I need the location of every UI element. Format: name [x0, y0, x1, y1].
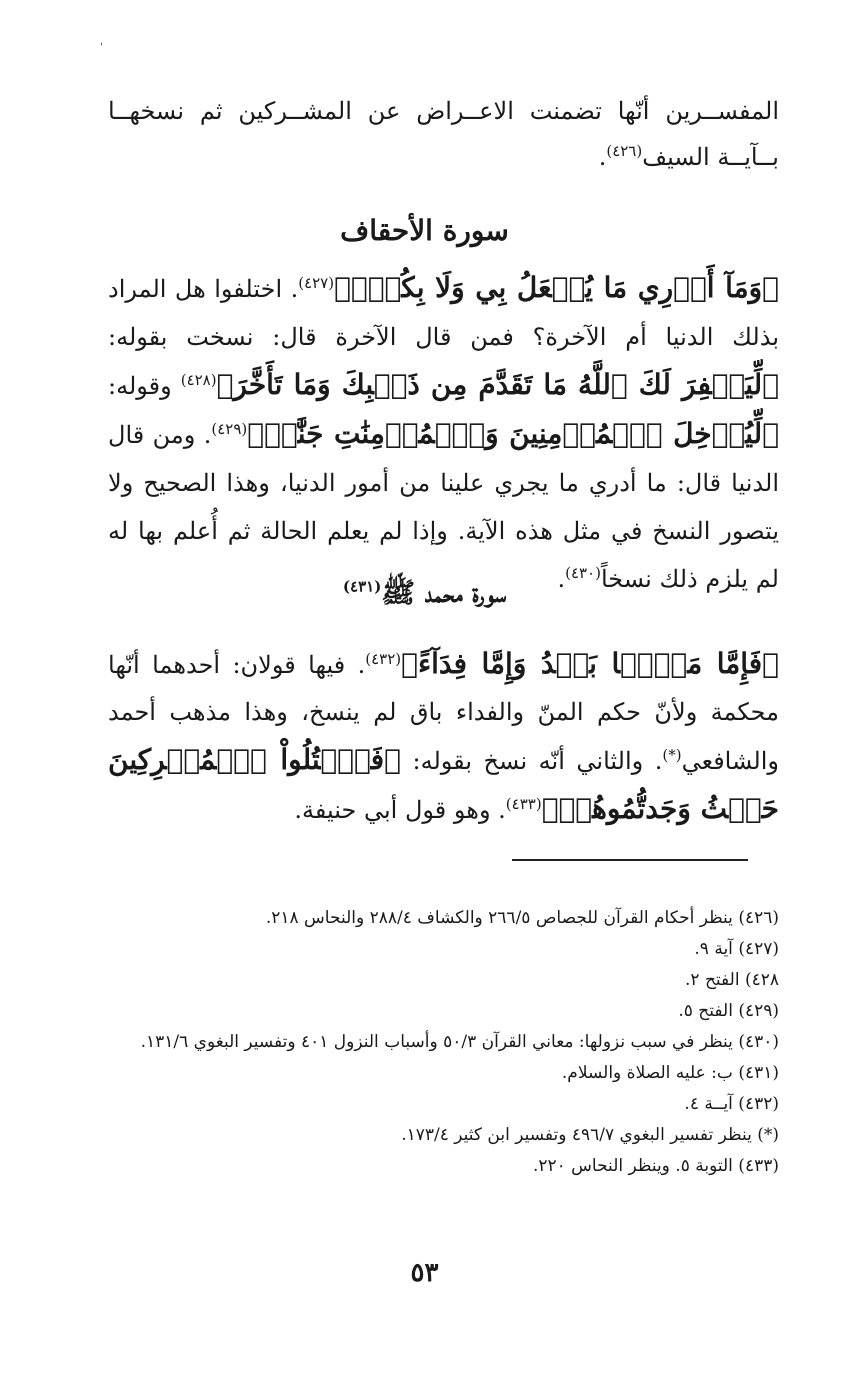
quran-verse: ﴿وَمَآ أَدۡرِي مَا يُفۡعَلُ بِي وَلَا بِكُمۡۖ﴾: [334, 271, 779, 304]
footnote-ref-427: (٤٢٧): [298, 274, 335, 292]
footnote-ref-433: (٤٣٣): [505, 795, 542, 813]
ahqaf-text-2: وقوله:: [108, 372, 181, 400]
intro-paragraph: [108, 88, 779, 180]
page-mark: ': [100, 42, 103, 53]
intro-end: .: [598, 143, 607, 171]
muhammad-paragraph: [108, 640, 779, 834]
quran-verse: ﴿لِّيَغۡفِرَ لَكَ ٱللَّهُ مَا تَقَدَّمَ مِن ذَنۢبِكَ وَمَا تَأَخَّرَ﴾: [216, 368, 779, 401]
footnote-item: (٤٣٢) آيــة ٤.: [684, 1094, 779, 1114]
footnote-item: (٤٢٧) آية ٩.: [694, 939, 779, 959]
ahqaf-paragraph: [108, 264, 779, 603]
footnote-item: (٤٣٠) ينظر في سبب نزولها: معاني القرآن ٥٠/٣ وأسباب النزول ٤٠١ وتفسير البغوي ١٣١/٦.: [140, 1032, 779, 1052]
muhammad-text-1: . فيها قولان: أحدهما أنّها محكمة ولأنّ حكم المنّ والفداء باق لم ينسخ، وهذا مذهب أحمد والشافعي: [108, 651, 779, 775]
footnote-ref-430: (٤٣٠): [565, 564, 601, 582]
page-number: ٥٣: [410, 1258, 439, 1288]
footnote-ref-432: (٤٣٢): [365, 650, 402, 668]
quran-verse: ﴿فَإِمَّا مَنَّۢا بَعۡدُ وَإِمَّا فِدَآءً﴾: [401, 647, 779, 680]
muhammad-text-2: . والثاني أنّه نسخ بقوله:: [400, 747, 663, 775]
ahqaf-text-3: . ومن قال الدنيا قال: ما أدري ما يجري علينا من أمور الدنيا، وهذا الصحيح ولا يتصور النسخ في مثل هذه الآية. وإذا لم يعلم الحالة ثم أُعلم بها له لم يلزم ذلك نسخاً: [108, 421, 779, 593]
footnote-ref-star: (*): [662, 746, 682, 764]
quran-verse: ﴿لِّيُدۡخِلَ ٱلۡمُؤۡمِنِينَ وَٱلۡمُؤۡمِنَٰتِ جَنَّٰتٖ﴾: [247, 417, 780, 450]
footnote-item: (٤٢٦) ينظر أحكام القرآن للجصاص ٢٦٦/٥ والكشاف ٢٨٨/٤ والنحاس ٢١٨.: [265, 908, 779, 928]
intro-text: المفســرين أنّها تضمنت الاعــراض عن المشــركين ثم نسخهــا بــآيــة السيف: [108, 97, 779, 171]
muhammad-text-3: . وهو قول أبي حنيفة.: [294, 796, 506, 824]
ahqaf-text-1: . اختلفوا هل المراد بذلك الدنيا أم الآخرة؟ فمن قال الآخرة قال: نسخت بقوله:: [108, 275, 779, 351]
footnote-item: (٤٣١) ب: عليه الصلاة والسلام.: [561, 1063, 779, 1083]
footnote-item: ٤٢٨) الفتح ٢.: [685, 970, 779, 990]
footnote-separator: [512, 859, 748, 861]
footnote-ref-426: (٤٢٦): [606, 142, 643, 160]
footnote-ref-428: (٤٢٨): [180, 371, 217, 389]
section-heading-muhammad: [0, 576, 849, 616]
quran-verse: ﴿فَٱقۡتُلُواْ ٱلۡمُشۡرِكِينَ حَيۡثُ وَجَدتُّمُوهُمۡ﴾: [108, 743, 779, 825]
footnotes-list: [108, 903, 779, 1182]
ahqaf-end: .: [557, 565, 566, 593]
footnote-item: (٤٣٣) التوبة ٥. وينظر النحاس ٢٢٠.: [532, 1156, 779, 1176]
section-heading-ahqaf: سورة الأحقاف: [340, 214, 509, 247]
footnote-ref-431: (٤٣١): [342, 577, 382, 596]
footnote-item: (٤٢٩) الفتح ٥.: [678, 1001, 779, 1021]
footnote-item: (*) ينظر تفسير البغوي ٤٩٦/٧ وتفسير ابن كثير ١٧٣/٤.: [401, 1125, 779, 1145]
footnote-ref-429: (٤٢٩): [211, 420, 248, 438]
heading-text: سورة محمد ﷺ: [381, 576, 507, 609]
